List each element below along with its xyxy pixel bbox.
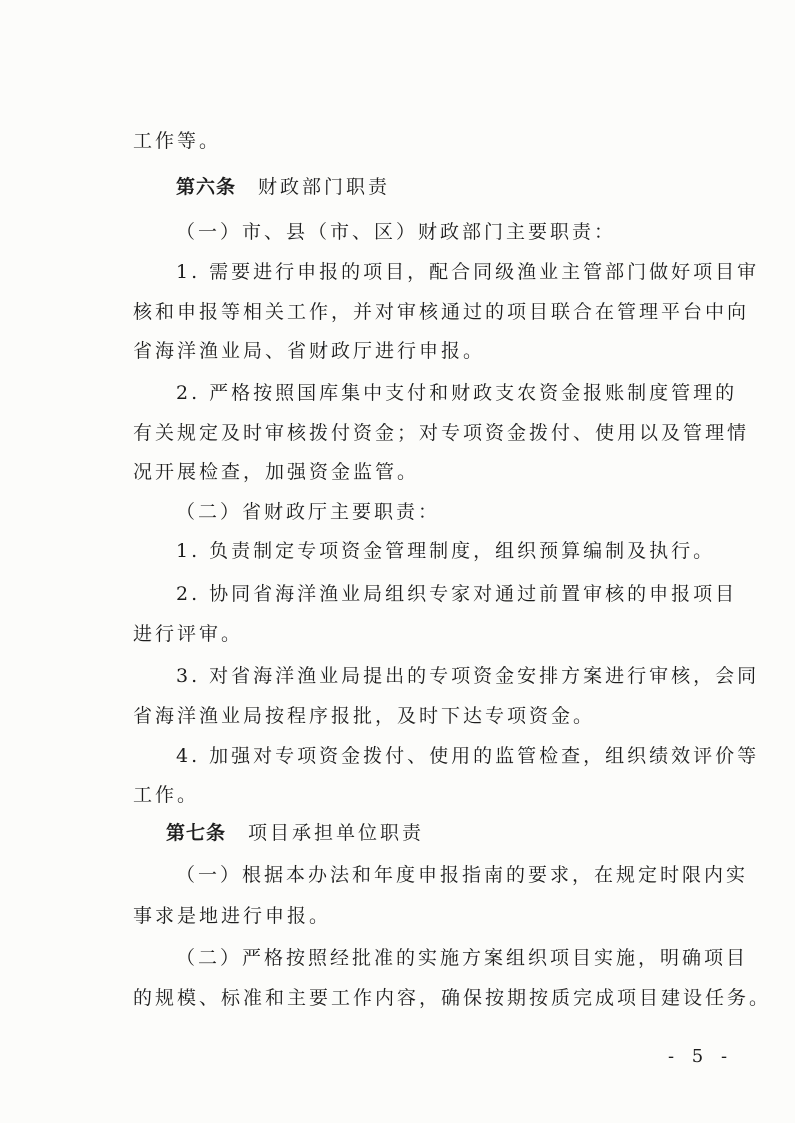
article-number: 第七条 (166, 822, 227, 844)
paragraph-line: 有关规定及时审核拨付资金；对专项资金拨付、使用以及管理情 (133, 422, 750, 444)
page-number: - 5 - (668, 1046, 734, 1067)
paragraph-line: （二）严格按照经批准的实施方案组织项目实施，明确项目 (176, 947, 749, 969)
paragraph-line: 省海洋渔业局按程序报批，及时下达专项资金。 (133, 705, 596, 727)
article-title: 财政部门职责 (258, 176, 391, 198)
paragraph-line: 的规模、标准和主要工作内容，确保按期按质完成项目建设任务。 (133, 987, 772, 1009)
article-heading (166, 820, 424, 846)
paragraph-line: 事求是地进行申报。 (133, 905, 332, 927)
article-heading (176, 174, 390, 200)
paragraph-line: 4. 加强对专项资金拨付、使用的监管检查，组织绩效评价等 (176, 745, 760, 767)
article-title: 项目承担单位职责 (248, 822, 425, 844)
paragraph-line: 2. 严格按照国库集中支付和财政支农资金报账制度管理的 (176, 382, 738, 404)
paragraph-line: 2. 协同省海洋渔业局组织专家对通过前置审核的申报项目 (176, 583, 738, 605)
paragraph-line: 况开展检查，加强资金监管。 (133, 461, 420, 483)
paragraph-line: 1. 负责制定专项资金管理制度，组织预算编制及执行。 (176, 540, 716, 562)
paragraph-line: 工作。 (133, 784, 200, 806)
article-number: 第六条 (176, 176, 237, 198)
paragraph-line: 省海洋渔业局、省财政厅进行申报。 (133, 340, 486, 362)
paragraph-line: （一）根据本办法和年度申报指南的要求，在规定时限内实 (176, 864, 749, 886)
section-heading: （一）市、县（市、区）财政部门主要职责： (176, 221, 617, 243)
paragraph-line: 1. 需要进行申报的项目，配合同级渔业主管部门做好项目审 (176, 261, 760, 283)
paragraph-line: 进行评审。 (133, 623, 244, 645)
paragraph-line: 3. 对省海洋渔业局提出的专项资金安排方案进行审核，会同 (176, 665, 760, 687)
paragraph-line: 工作等。 (133, 130, 222, 152)
section-heading: （二）省财政厅主要职责： (176, 501, 441, 523)
paragraph-line: 核和申报等相关工作，并对审核通过的项目联合在管理平台中向 (133, 301, 750, 323)
